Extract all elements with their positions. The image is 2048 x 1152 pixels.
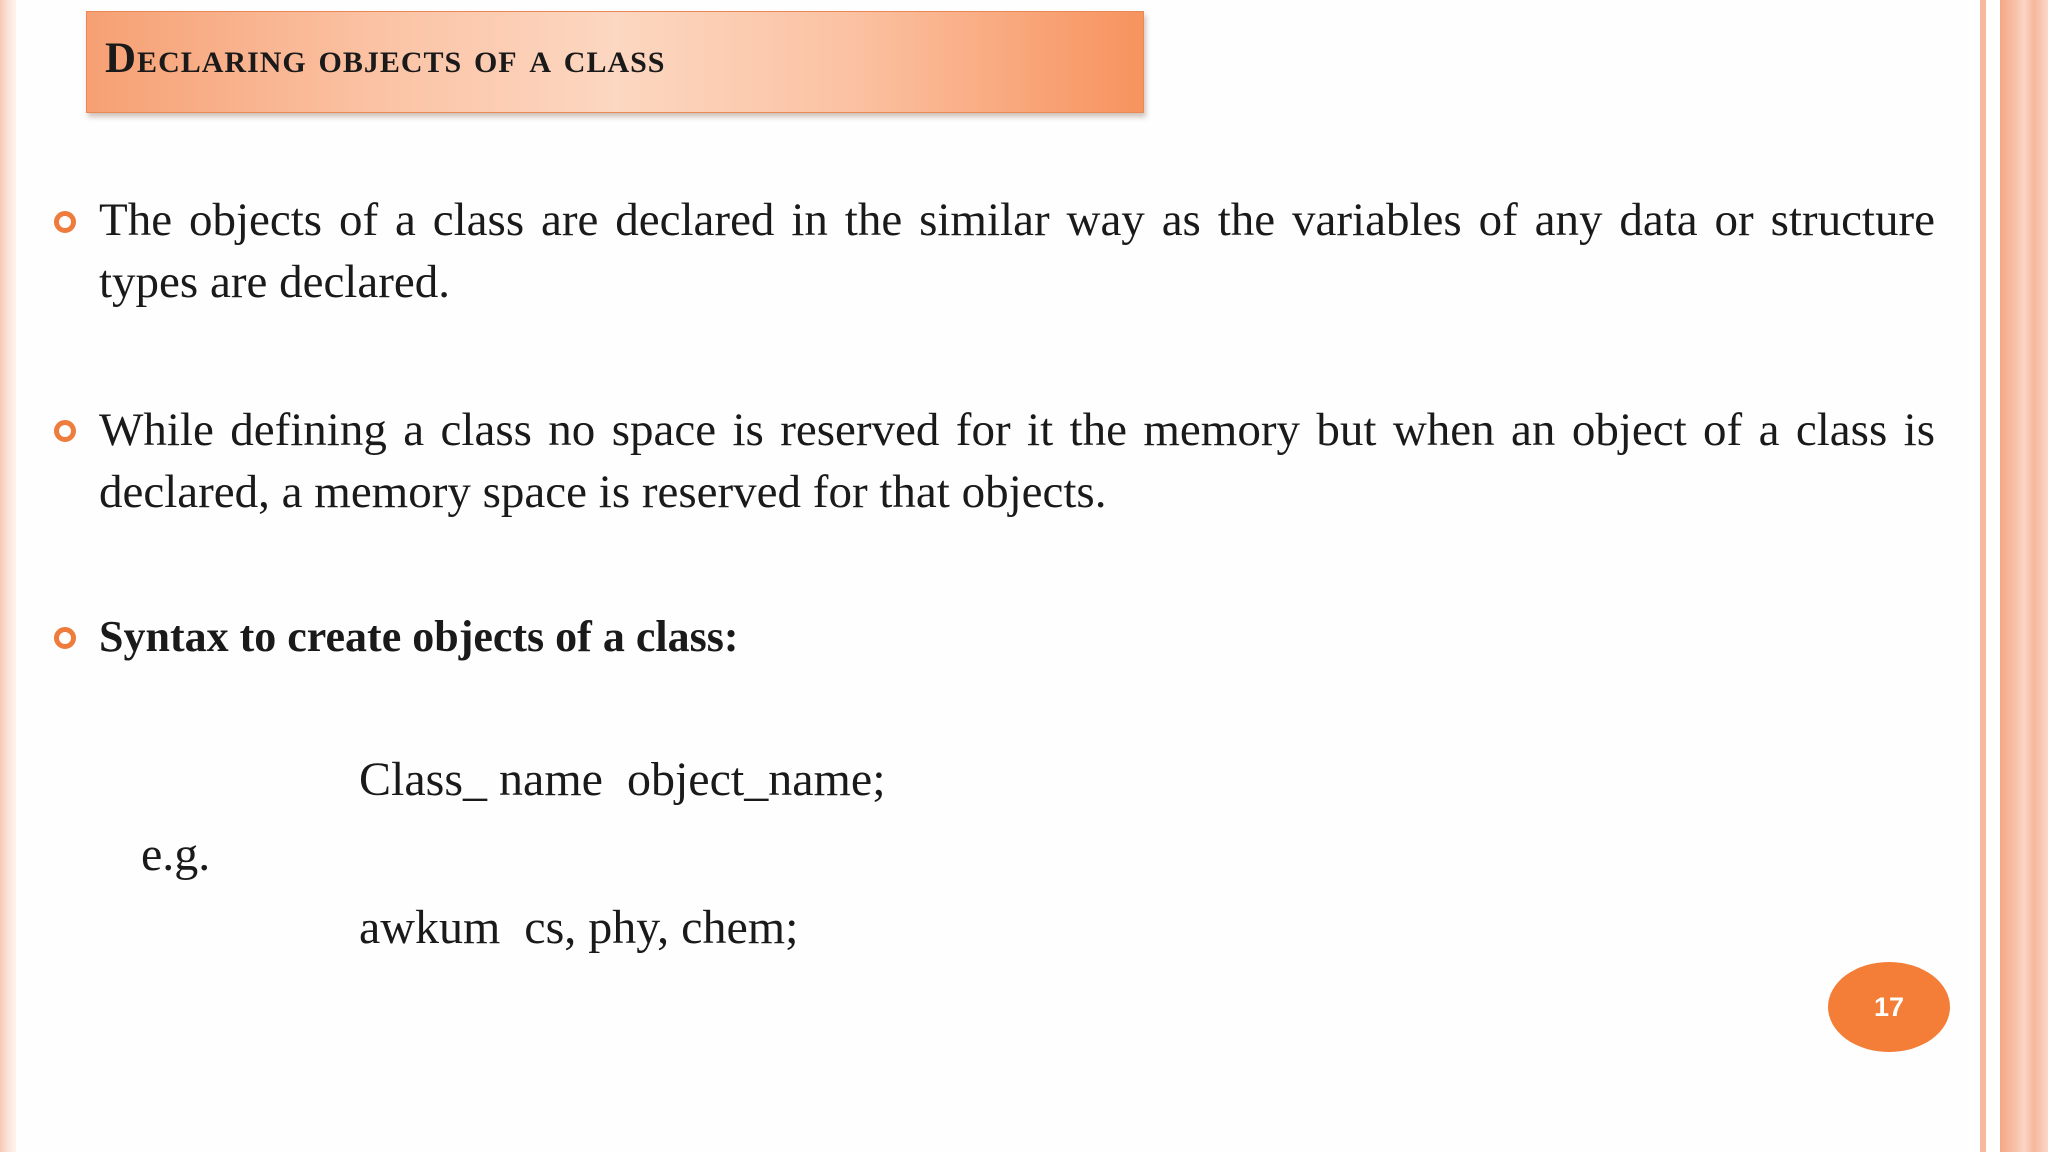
slide-title: Declaring objects of a class bbox=[105, 35, 666, 82]
syntax-line: Class_ name object_name; bbox=[359, 753, 886, 806]
example-line: awkum cs, phy, chem; bbox=[359, 901, 799, 954]
bullet-text-1: The objects of a class are declared in the similar way as the variables of any data or structure types are declared. bbox=[99, 194, 1935, 308]
example-label: e.g. bbox=[141, 828, 211, 881]
page-number-badge bbox=[1828, 962, 1950, 1052]
bullet-icon bbox=[54, 627, 76, 649]
page-number: 17 bbox=[1873, 991, 1905, 1022]
right-stripe-decoration bbox=[1968, 0, 2048, 1152]
bullet-text-2: While defining a class no space is reserved for it the memory but when an object of a class is declared, a memory space is reserved for that objects. bbox=[99, 404, 1935, 518]
bullet-icon bbox=[54, 211, 76, 233]
title-banner bbox=[86, 11, 1144, 113]
bullet-icon bbox=[54, 420, 76, 442]
left-border-decoration bbox=[0, 0, 16, 1152]
bullet-text-3: Syntax to create objects of a class: bbox=[99, 612, 739, 661]
